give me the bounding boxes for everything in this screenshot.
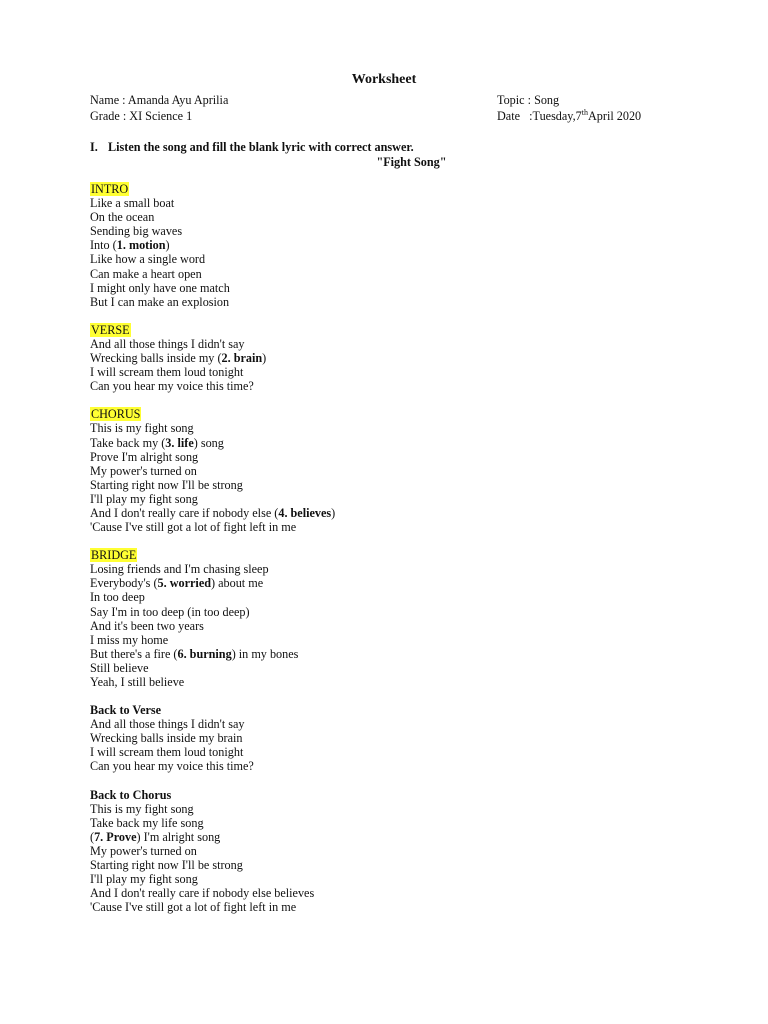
topic-info (497, 92, 641, 124)
topic-value: Song (534, 93, 560, 107)
answer-text: 6. burning (177, 646, 232, 661)
lyric-section (90, 182, 690, 309)
lyric-line (90, 196, 690, 210)
section-heading-text: Back to Chorus (90, 787, 172, 802)
lyric-section (90, 407, 690, 534)
lyric-text: ( (90, 829, 95, 844)
lyric-line (90, 759, 690, 773)
lyric-line (90, 816, 690, 830)
lyric-text: I'll play my fight song (90, 491, 198, 506)
lyric-text: I will scream them loud tonight (90, 365, 244, 380)
lyric-text: Starting right now I'll be strong (90, 858, 243, 873)
lyric-text: Everybody's ( (90, 576, 158, 591)
lyric-line (90, 281, 690, 295)
lyric-text: I will scream them loud tonight (90, 745, 244, 760)
lyric-line (90, 576, 690, 590)
lyric-text: 'Cause I've still got a lot of fight left in me (90, 900, 297, 915)
lyric-line (90, 478, 690, 492)
answer-text: 2. brain (221, 351, 263, 366)
lyric-text: I'll play my fight song (90, 872, 198, 887)
lyric-text: ) (331, 505, 336, 520)
section-heading (90, 407, 690, 421)
section-heading (90, 703, 690, 717)
lyric-line (90, 450, 690, 464)
lyric-section (90, 548, 690, 689)
lyric-text: But there's a fire ( (90, 646, 178, 661)
lyric-text: This is my fight song (90, 801, 194, 816)
lyric-line (90, 562, 690, 576)
section-heading (90, 548, 690, 562)
lyric-line (90, 210, 690, 224)
lyric-text: ) I'm alright song (136, 829, 221, 844)
date-label: Date : (497, 109, 533, 123)
lyric-text: ) song (193, 435, 224, 450)
lyric-text: Can you hear my voice this time? (90, 379, 254, 394)
name-value: Amanda Ayu Aprilia (127, 93, 229, 107)
lyric-line (90, 619, 690, 633)
lyric-line (90, 872, 690, 886)
lyric-text: Say I'm in too deep (in too deep) (90, 604, 250, 619)
lyric-line (90, 252, 690, 266)
section-heading-text: VERSE (91, 322, 130, 337)
lyric-text: ) (165, 238, 170, 253)
lyric-line (90, 605, 690, 619)
lyric-text: My power's turned on (90, 843, 197, 858)
answer-text: 7. Prove (94, 829, 137, 844)
lyric-line (90, 464, 690, 478)
section-heading-text: CHORUS (91, 407, 141, 422)
lyric-line (90, 886, 690, 900)
section-heading-text: Back to Verse (90, 703, 162, 718)
lyric-text: I might only have one match (90, 280, 230, 295)
lyric-text: Sending big waves (90, 224, 183, 239)
lyric-section (90, 788, 690, 915)
lyric-text: Starting right now I'll be strong (90, 477, 243, 492)
lyric-line (90, 492, 690, 506)
lyric-line (90, 379, 690, 393)
instruction-text: Listen the song and fill the blank lyric with correct answer. (108, 140, 414, 154)
lyric-text: Wrecking balls inside my brain (90, 731, 243, 746)
lyrics-container (90, 182, 690, 928)
song-title: "Fight Song" (376, 155, 447, 169)
lyric-text: My power's turned on (90, 463, 197, 478)
lyric-text: ) about me (211, 576, 264, 591)
topic-label: Topic : (497, 93, 535, 107)
lyric-text: Take back my ( (90, 435, 166, 450)
lyric-text: This is my fight song (90, 421, 194, 436)
lyric-line (90, 238, 690, 252)
lyric-line (90, 436, 690, 450)
lyric-text: And all those things I didn't say (90, 717, 245, 732)
lyric-text: 'Cause I've still got a lot of fight left in me (90, 520, 297, 535)
lyric-text: And I don't really care if nobody else ( (90, 505, 279, 520)
lyric-line (90, 647, 690, 661)
grade-row (90, 108, 228, 124)
lyric-text: Can make a heart open (90, 266, 202, 281)
lyric-line (90, 506, 690, 520)
answer-text: 3. life (165, 435, 194, 450)
lyric-line (90, 520, 690, 534)
grade-label: Grade : (90, 109, 130, 123)
lyric-line (90, 830, 690, 844)
date-superscript: th (581, 107, 588, 117)
lyric-line (90, 267, 690, 281)
page-title: Worksheet (351, 72, 417, 87)
section-heading-text: INTRO (91, 182, 129, 196)
lyric-line (90, 633, 690, 647)
lyric-text: Like how a single word (90, 252, 206, 267)
answer-text: 1. motion (116, 238, 166, 253)
lyric-text: Still believe (90, 660, 149, 675)
lyric-text: Take back my life song (90, 815, 204, 830)
lyric-text: I miss my home (90, 632, 169, 647)
lyric-text: Can you hear my voice this time? (90, 759, 254, 774)
lyric-line (90, 675, 690, 689)
lyric-text: And I don't really care if nobody else believes (90, 886, 315, 901)
lyric-text: But I can make an explosion (90, 294, 230, 309)
lyric-line (90, 224, 690, 238)
lyric-line (90, 802, 690, 816)
lyric-line (90, 351, 690, 365)
lyric-line (90, 661, 690, 675)
lyric-text: ) in my bones (231, 646, 299, 661)
lyric-line (90, 295, 690, 309)
lyric-text: Prove I'm alright song (90, 449, 199, 464)
lyric-text: ) (262, 351, 267, 366)
lyric-text: Losing friends and I'm chasing sleep (90, 562, 269, 577)
lyric-text: And it's been two years (90, 618, 204, 633)
lyric-line (90, 337, 690, 351)
answer-text: 4. believes (278, 505, 332, 520)
lyric-text: Yeah, I still believe (90, 675, 185, 689)
date-value-suffix: April 2020 (588, 109, 642, 123)
section-heading (90, 788, 690, 802)
date-value-prefix: Tuesday,7 (532, 109, 582, 123)
section-heading-text: BRIDGE (91, 548, 137, 563)
section-heading (90, 323, 690, 337)
lyric-line (90, 844, 690, 858)
lyric-line (90, 900, 690, 914)
name-row (90, 92, 228, 108)
lyric-text: Like a small boat (90, 196, 175, 211)
grade-value: XI Science 1 (129, 109, 193, 123)
lyric-text: Wrecking balls inside my ( (90, 351, 222, 366)
topic-row (497, 92, 641, 108)
lyric-line (90, 745, 690, 759)
lyric-text: On the ocean (90, 210, 155, 225)
lyric-text: And all those things I didn't say (90, 336, 245, 351)
lyric-text: In too deep (90, 590, 145, 605)
lyric-line (90, 858, 690, 872)
lyric-section (90, 703, 690, 773)
answer-text: 5. worried (157, 576, 212, 591)
lyric-line (90, 731, 690, 745)
lyric-text: Into ( (90, 238, 117, 253)
name-label: Name : (90, 93, 128, 107)
date-row (497, 108, 641, 124)
instruction-number: I. (90, 140, 98, 154)
lyric-line (90, 421, 690, 435)
instruction (90, 140, 414, 155)
lyric-section (90, 323, 690, 393)
lyric-line (90, 365, 690, 379)
lyric-line (90, 590, 690, 604)
section-heading (90, 182, 690, 196)
student-info (90, 92, 228, 124)
lyric-line (90, 717, 690, 731)
